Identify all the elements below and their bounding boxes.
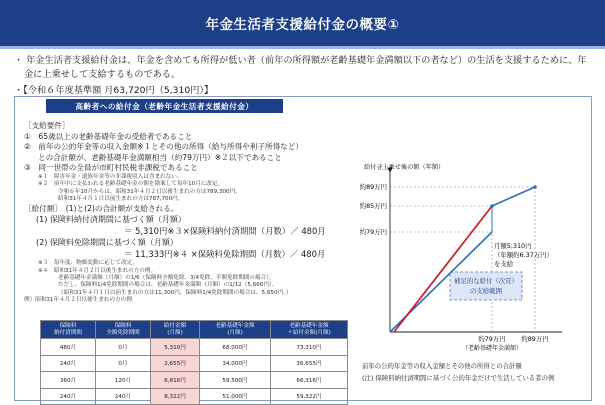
benefit-heading: ［給付額］ (1)と(2)の合計額が支給される。 <box>24 203 179 213</box>
requirement-2a: ② 前年の公的年金等の収入金額※１とその他の所得（給与所得や利子所得など） <box>24 142 303 152</box>
annotation-monthly: 月額5,310円 <box>494 242 532 250</box>
table-cell: 34,000円 <box>200 355 271 372</box>
upper-pension-line <box>492 187 535 206</box>
annotation-pay: を支給 <box>494 260 514 268</box>
table-row <box>41 388 348 405</box>
requirement-2b: との合計額が、老齢基礎年金満額相当（約79万円）※２以下であること <box>38 152 282 162</box>
annotation-yearly: （年額約6.37万円） <box>494 251 553 259</box>
note-4a: ※４ 昭和31年４月２日以後生まれの方の例。 <box>38 267 157 274</box>
table-cell: 66,316円 <box>271 372 348 389</box>
table-example-label: 例）昭和31年４月２日以後生まれの方の例 <box>24 297 132 304</box>
table-cell: 8,322円 <box>151 388 200 405</box>
table-header-cell: 老齢基礎年金額 ＋給付金額(月額) <box>271 321 348 339</box>
point-79 <box>490 204 494 208</box>
formula-2: ＝ 11,333円※４ ×保険料免除期間（月数）／ 480月 <box>124 249 326 260</box>
table-header-cell: 保険料 納付済期間 <box>41 321 96 339</box>
table-cell: 2,655円 <box>151 355 200 372</box>
chart-caption <box>362 360 592 384</box>
requirements-block <box>24 121 354 305</box>
formula-1-label: (1) 保険料納付済期間に基づく額（月額） <box>36 215 186 225</box>
table-cell: 0月 <box>96 355 151 372</box>
table-cell: 360月 <box>41 372 96 389</box>
y-axis-title: 給付금上乗せ後の額（年額） <box>364 164 445 171</box>
table-header-cell: 老齢基礎年金額 (月額) <box>200 321 271 339</box>
formula-1: ＝ 5,310円※３×保険料納付済期間（月数）／ 480月 <box>124 226 326 237</box>
table-cell: 5,310円 <box>151 339 200 356</box>
benefit-chart <box>354 160 594 360</box>
requirements-heading: ［支給要件］ <box>24 121 70 130</box>
y-label-85: 約85万円 <box>359 202 387 210</box>
benefit-table <box>40 320 348 405</box>
note-4d: （昭和31年４月１日以前生まれの方は11,300円、保険料1/4免除期間の場合は、5,650円。） <box>58 289 292 296</box>
intro-bullet-1: ・ 年金生活者支援給付金は、年金を含めても所得が低い者（前年の所得額が老齢基礎年金満額以下の者など）の生活を支援するために、年金に上乗せして支給するものである。 <box>14 55 587 80</box>
page-title: 年金生活者支援給付金の概要① <box>205 17 400 33</box>
panel-header: 高齢者への給付金（老齢年金生活者支援給付金） <box>46 99 283 113</box>
title-accent-line <box>0 46 605 49</box>
table-cell: 59,500円 <box>200 372 271 389</box>
point-89 <box>533 185 537 189</box>
x-label-89: 約89万円 <box>521 335 549 343</box>
intro-bullet-2: ・【令和６年度基準額 月63,720円（5,310円）】 <box>14 85 214 96</box>
note-1: ※１ 障害年金・遺族年金等の非課税収入は含まれない。 <box>38 173 183 180</box>
table-cell: 480月 <box>41 339 96 356</box>
table-cell: 240月 <box>41 355 96 372</box>
table-cell: 68,000円 <box>200 339 271 356</box>
table-cell: 59,322円 <box>271 388 348 405</box>
table-cell: 6,816円 <box>151 372 200 389</box>
table-header-cell: 保険料 全額免除期間 <box>96 321 151 339</box>
requirement-1: ① 65歳以上の老齢基礎年金の受給者であること <box>24 131 193 141</box>
y-label-89: 約89万円 <box>359 183 387 191</box>
formula-2-label: (2) 保険料免除期間に基づく額（月額） <box>36 238 178 248</box>
intro-section <box>14 54 594 98</box>
box-label-2: の支給範囲 <box>470 287 502 295</box>
requirement-3: ③ 同一世帯の全員が市町村民税非課税であること <box>24 163 198 173</box>
x-label-note: （老齢基礎年金満額） <box>461 345 523 352</box>
title-bar <box>0 0 605 46</box>
table-cell: 240月 <box>96 388 151 405</box>
box-label-1: 補足的な給付（次頁） <box>454 277 518 285</box>
note-2a: ※２ 前年中に支払われる老齢基礎年金の額を勘案して毎年10月に改定。 <box>38 181 224 188</box>
with-benefit-line <box>394 206 492 332</box>
note-2b: 令和６年10月からは、昭和31年４月２日以後生まれの方は789,300円、 <box>58 188 241 195</box>
caption-line-1: 前年の公的年金等の収入金額とその他の所得との合計額 <box>362 362 522 370</box>
note-3: ※３ 毎年度、物価変動に応じて改定。 <box>38 260 138 267</box>
note-2c: 昭和31年４月１日以前生まれの方は787,700円。 <box>58 196 184 203</box>
note-4b: 老齢基礎年金満額（月額）の1/6（保険料全額免除、3/4免除、半額免除期間の場合）。 <box>58 275 275 281</box>
table-cell: 240月 <box>41 388 96 405</box>
table-cell: 73,310円 <box>271 339 348 356</box>
table-row <box>41 372 348 389</box>
note-4c: ただし、保険料1/4免除期間の場合は、老齢基礎年金満額（月額）の1/12（5,666円）。 <box>58 282 278 289</box>
x-label-79: 約79万円 <box>478 335 506 343</box>
table-row <box>41 355 348 372</box>
table-cell: 51,000円 <box>200 388 271 405</box>
table-cell: 120月 <box>96 372 151 389</box>
caption-line-2: (注) 保険料納付済期間に基づく公的年金だけで生活している者の例 <box>362 374 555 382</box>
table-row <box>41 339 348 356</box>
y-label-79: 約79万円 <box>359 228 387 236</box>
table-header-cell: 給付金額 (月額) <box>151 321 200 339</box>
table-cell: 0月 <box>96 339 151 356</box>
table-header-row <box>41 321 348 339</box>
table-cell: 36,655円 <box>271 355 348 372</box>
